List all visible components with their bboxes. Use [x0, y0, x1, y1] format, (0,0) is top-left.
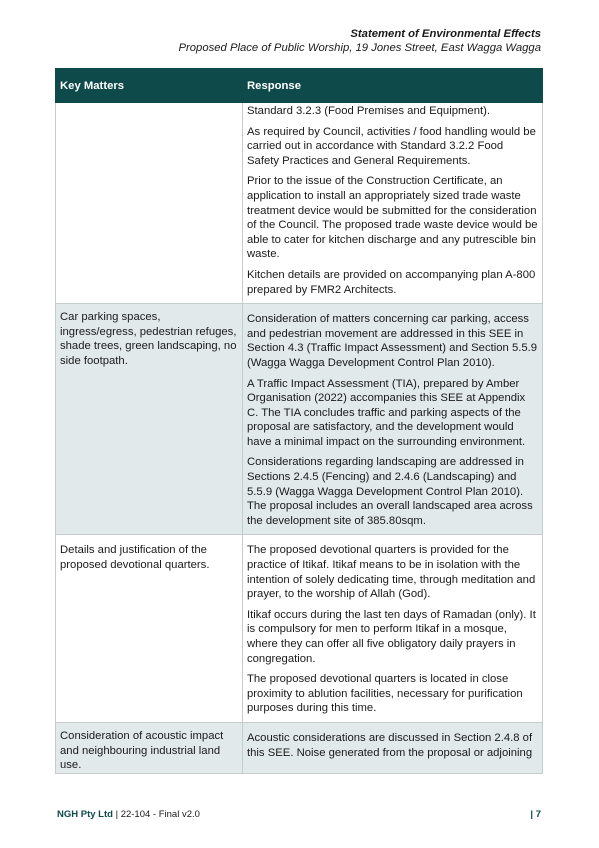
key-matter-cell: Car parking spaces, ingress/egress, pedestrian refuges, shade trees, green landscaping, no side footpath.	[56, 304, 243, 535]
response-paragraph: As required by Council, activities / food handling would be carried out in accordance with Standard 3.2.2 Food Safety Practices and General Requirements.	[247, 125, 536, 167]
key-matters-table	[55, 68, 543, 774]
response-paragraph: Acoustic considerations are discussed in Section 2.4.8 of this SEE. Noise generated from the proposal or adjoining	[247, 731, 533, 759]
column-header-key-matters: Key Matters	[56, 69, 243, 103]
response-paragraph: Consideration of matters concerning car parking, access and pedestrian movement are addressed in this SEE in Section 4.3 (Traffic Impact Assessment) and Section 5.5.9 (Wagga Wagga Development Control Plan 2010).	[247, 313, 538, 369]
response-paragraph: Prior to the issue of the Construction Certificate, an application to install an appropriately sized trade waste treatment device would be submitted for the consideration of the Council. The proposed trade waste device would be able to cater for kitchen discharge and any putrescible bin waste.	[247, 175, 538, 261]
response-cell	[243, 304, 543, 535]
footer-page-number	[530, 809, 541, 820]
column-header-response: Response	[243, 69, 543, 103]
table-row	[56, 722, 543, 773]
key-matter-cell: Details and justification of the proposed devotional quarters.	[56, 535, 243, 723]
page-number: | 7	[530, 809, 541, 820]
response-paragraph: The proposed devotional quarters is provided for the practice of Itikaf. Itikaf means to be in isolation with the intention of solely dedicating time, through meditation and prayer, to the worship of Allah (God).	[247, 544, 536, 601]
response-cell	[243, 722, 543, 773]
response-paragraph: Itikaf occurs during the last ten days of Ramadan (only). It is compulsory for men to perform Itikaf in a mosque, where they can offer all five obligatory daily prayers in congregation.	[247, 608, 536, 665]
response-paragraph: A Traffic Impact Assessment (TIA), prepared by Amber Organisation (2022) accompanies this SEE at Appendix C. The TIA concludes traffic and parking aspects of the proposal are satisfactory, and the development would have a minimal impact on the surrounding environment.	[247, 377, 526, 448]
response-cell	[243, 103, 543, 304]
document-subtitle: Proposed Place of Public Worship, 19 Jones Street, East Wagga Wagga	[178, 42, 541, 54]
table-row	[56, 535, 543, 723]
table-row	[56, 304, 543, 535]
key-matter-cell: Consideration of acoustic impact and neighbouring industrial land use.	[56, 722, 243, 773]
response-paragraph: The proposed devotional quarters is located in close proximity to ablution facilities, necessary for purification purposes during this time.	[247, 673, 523, 715]
document-title: Statement of Environmental Effects	[350, 28, 541, 40]
footer-left	[57, 809, 200, 820]
footer-document-reference: | 22-104 - Final v2.0	[112, 809, 200, 820]
response-paragraph: Considerations regarding landscaping are addressed in Sections 2.4.5 (Fencing) and 2.4.6 (Landscaping) and 5.5.9 (Wagga Wagga Development Control Plan 2010). The proposal includes an overall landscaped area across the development site of 385.80sqm.	[247, 456, 533, 527]
response-paragraph: Standard 3.2.3 (Food Premises and Equipment).	[247, 105, 491, 117]
key-matter-cell	[56, 103, 243, 304]
footer-company: NGH Pty Ltd	[57, 809, 113, 820]
table-header-row	[56, 69, 543, 103]
table-row	[56, 103, 543, 304]
response-cell	[243, 535, 543, 723]
response-paragraph: Kitchen details are provided on accompanying plan A-800 prepared by FMR2 Architects.	[247, 268, 536, 296]
